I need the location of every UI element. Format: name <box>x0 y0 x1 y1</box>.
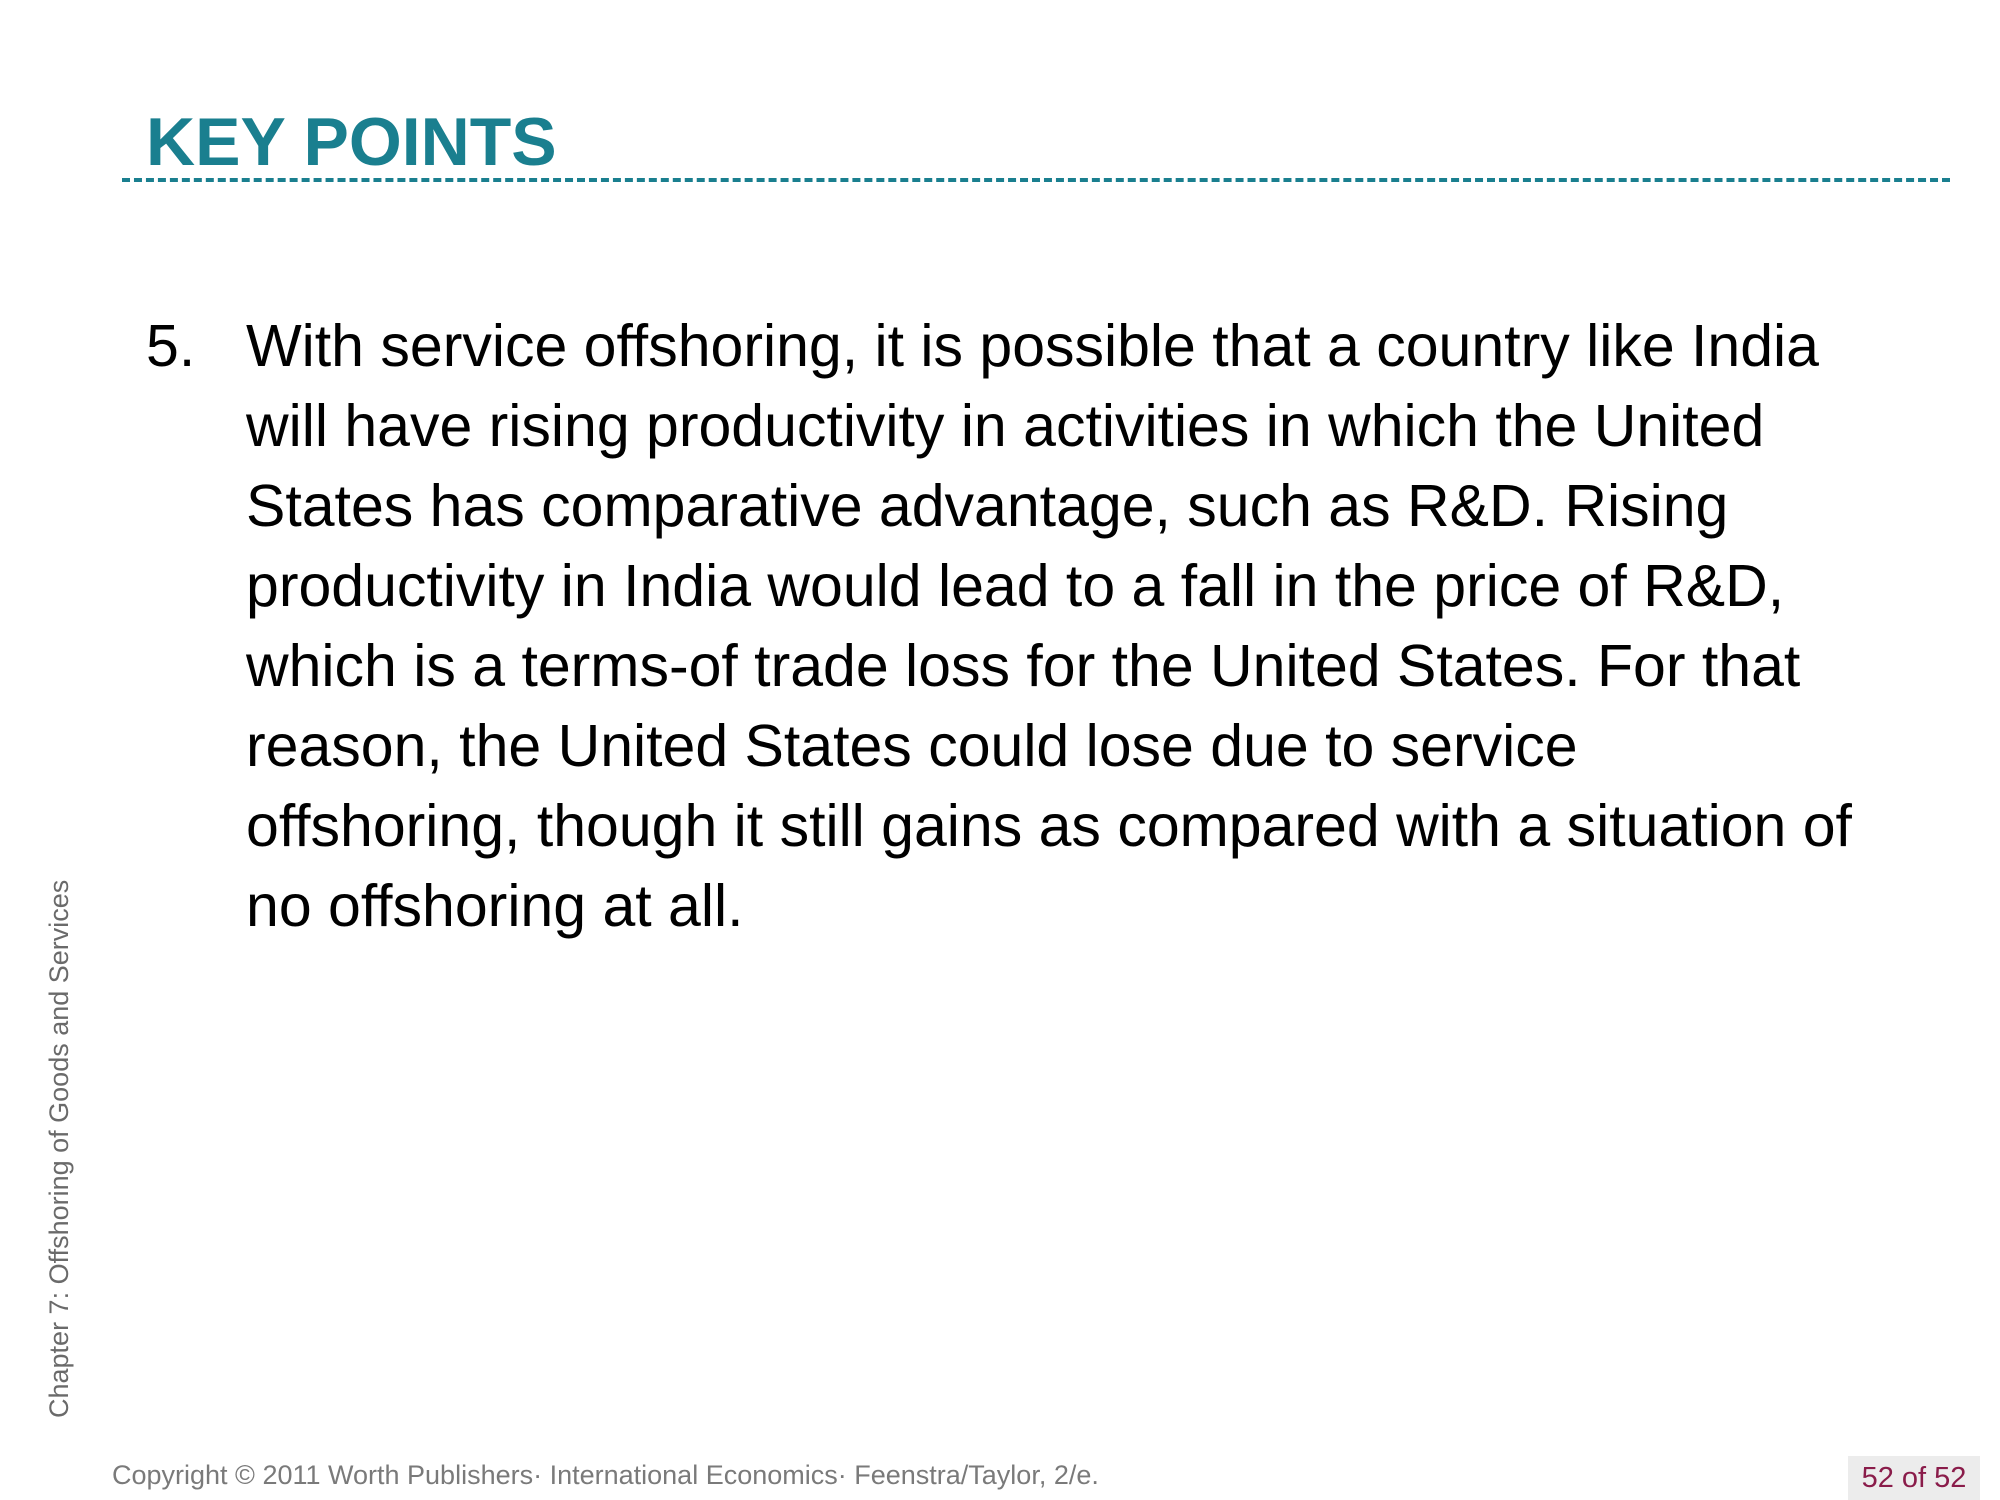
chapter-side-label: Chapter 7: Offshoring of Goods and Services <box>44 879 74 1418</box>
slide-title: KEY POINTS <box>146 104 557 180</box>
key-point-text: With service offshoring, it is possible that a country like India will have rising productivity in activities in which the United States has comparative advantage, such as R&D. Rising productivity in India would lead to a fall in the price of R&D, which is a terms-of trade loss for the United States. For that reason, the United States could lose due to service offshoring, though it still gains as compared with a situation of no offshoring at all. <box>246 313 1852 939</box>
key-point-number: 5. <box>146 313 196 379</box>
page-number-badge: 52 of 52 <box>1848 1456 1980 1500</box>
title-dashed-divider <box>122 178 1950 182</box>
key-point-item <box>146 306 1866 946</box>
footer-copyright: Copyright © 2011 Worth Publishers· International Economics· Feenstra/Taylor, 2/e. <box>112 1460 1099 1490</box>
